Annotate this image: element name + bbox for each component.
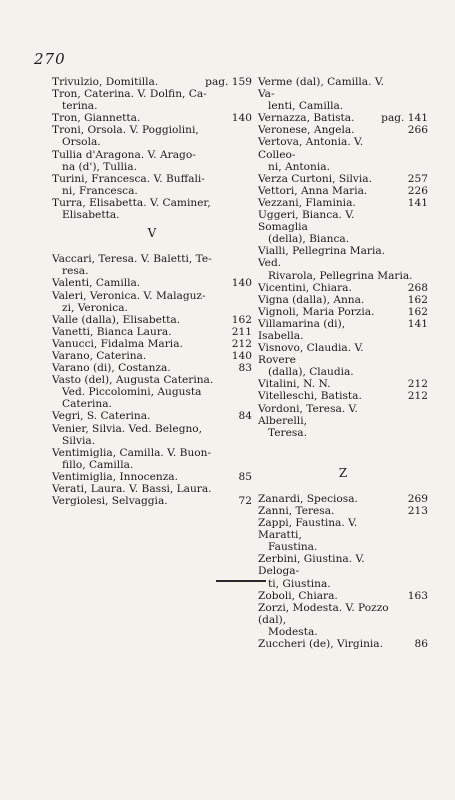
index-entry	[52, 410, 252, 422]
index-entry	[258, 390, 428, 402]
entry-continuation: Ved. Piccolomini, Augusta	[62, 386, 202, 399]
entry-name: Venier, Silvia. Ved. Belegno,	[52, 422, 203, 435]
entry-continuation: Rivarola, Pellegrina Maria.	[268, 269, 413, 282]
index-entry	[258, 76, 428, 112]
index-entry	[52, 173, 252, 197]
entry-page-ref: 163	[407, 589, 428, 602]
entry-name: Verati, Laura. V. Bassi, Laura.	[52, 483, 212, 495]
entry-name: Vernazza, Batista.	[258, 112, 355, 125]
entry-page-ref: 141	[407, 196, 428, 209]
entry-name: Vegri, S. Caterina.	[52, 410, 151, 423]
entry-continuation: Faustina.	[268, 541, 318, 554]
index-entry	[52, 326, 252, 338]
entry-name: Valle (dalla), Elisabetta.	[52, 313, 181, 326]
entry-page-ref: 140	[231, 112, 252, 125]
entry-name: Zorzi, Modesta. V. Pozzo (dal),	[258, 601, 389, 626]
entry-name: Villamarina (di), Isabella.	[258, 317, 346, 342]
entry-name: Varano, Caterina.	[52, 349, 147, 362]
index-entry	[52, 374, 252, 410]
entry-continuation: Caterina.	[62, 398, 112, 411]
entry-name: Vialli, Pellegrina Maria. Ved.	[258, 245, 386, 270]
index-entry	[258, 136, 428, 172]
entry-name: Vitalini, N. N.	[258, 378, 331, 391]
entry-name: Vanucci, Fidalma Maria.	[52, 337, 183, 350]
entry-name: Vettori, Anna Maria.	[258, 184, 368, 197]
entry-page-ref: 257	[407, 172, 428, 185]
index-entry	[52, 314, 252, 326]
entry-name: Tron, Giannetta.	[52, 112, 141, 125]
entry-continuation: (dalla), Claudia.	[268, 366, 354, 379]
index-entry	[52, 483, 252, 495]
entry-continuation: lenti, Camilla.	[268, 100, 344, 113]
left-entries-group1	[52, 76, 252, 221]
entry-name: Tullia d'Aragona. V. Arago-	[52, 148, 196, 161]
entry-name: Vasto (del), Augusta Caterina.	[52, 374, 214, 387]
index-entry	[258, 590, 428, 602]
index-entry	[258, 403, 428, 439]
entry-name: Vitelleschi, Batista.	[258, 390, 362, 403]
entry-page-ref: 266	[407, 124, 428, 137]
entry-continuation: na (d'), Tullia.	[62, 160, 137, 173]
entry-page-ref: 213	[407, 505, 428, 517]
entry-continuation: (della), Bianca.	[268, 233, 350, 246]
closing-rule	[216, 580, 266, 582]
index-entry	[258, 245, 428, 281]
index-entry	[258, 505, 428, 517]
entry-name: Vezzani, Flaminia.	[258, 196, 356, 209]
entry-name: Vertova, Antonia. V. Colleo-	[258, 136, 364, 161]
entry-page-ref: 162	[231, 313, 252, 326]
index-entry	[52, 124, 252, 148]
entry-page-ref: 212	[407, 390, 428, 403]
entry-page-ref: 84	[238, 410, 252, 423]
entry-continuation: Modesta.	[268, 625, 318, 638]
index-entry	[258, 197, 428, 209]
entry-name: Verme (dal), Camilla. V. Va-	[258, 76, 385, 101]
index-entry	[258, 493, 428, 505]
entry-name: Visnovo, Claudia. V. Rovere	[258, 342, 364, 367]
left-column	[52, 76, 252, 507]
entry-name: Ventimiglia, Innocenza.	[52, 470, 178, 483]
page-number: 270	[34, 50, 66, 68]
entry-page-ref: 269	[407, 492, 428, 505]
index-entry	[258, 602, 428, 638]
index-entry	[52, 88, 252, 112]
entry-page-ref: 212	[407, 378, 428, 391]
index-entry	[52, 495, 252, 507]
entry-page-ref: 140	[231, 277, 252, 290]
entry-continuation: ti, Giustina.	[268, 577, 331, 590]
index-entry	[52, 290, 252, 314]
entry-page-ref: 141	[407, 317, 428, 330]
entry-continuation: ni, Antonia.	[268, 160, 330, 173]
entry-name: Verza Curtoni, Silvia.	[258, 172, 372, 185]
entry-continuation: Elisabetta.	[62, 209, 120, 222]
entry-page-ref: 226	[407, 184, 428, 197]
entry-name: Turini, Francesca. V. Buffali-	[52, 172, 205, 185]
entry-name: Zappi, Faustina. V. Maratti,	[258, 517, 358, 542]
index-entry	[258, 209, 428, 245]
entry-name: Turra, Elisabetta. V. Caminer,	[52, 196, 211, 209]
entry-name: Valeri, Veronica. V. Malaguz-	[52, 289, 206, 302]
entry-name: Trivulzio, Domitilla.	[52, 76, 159, 88]
index-entry	[52, 471, 252, 483]
entry-page-ref: 162	[407, 293, 428, 306]
index-entry	[258, 306, 428, 318]
right-column	[258, 76, 428, 650]
index-entry	[258, 112, 428, 124]
entry-continuation: zi, Veronica.	[62, 301, 128, 314]
index-entry	[258, 318, 428, 342]
index-entry	[52, 277, 252, 289]
index-entry	[258, 124, 428, 136]
entry-name: Zanardi, Speciosa.	[258, 492, 358, 505]
section-letter-v: V	[147, 226, 157, 241]
index-entry	[258, 517, 428, 553]
entry-name: Vergiolesi, Selvaggia.	[52, 495, 168, 508]
entry-page-ref: 83	[238, 362, 252, 375]
index-entry	[258, 282, 428, 294]
index-entry	[52, 423, 252, 447]
entry-page-ref: 140	[231, 349, 252, 362]
entry-name: Veronese, Angela.	[258, 124, 355, 137]
index-entry	[258, 294, 428, 306]
entry-continuation: resa.	[62, 265, 89, 278]
entry-name: Varano (di), Costanza.	[52, 362, 171, 375]
entry-continuation: Teresa.	[268, 426, 307, 439]
index-entry	[258, 342, 428, 378]
index-entry	[52, 112, 252, 124]
index-entry	[258, 185, 428, 197]
index-entry	[52, 350, 252, 362]
entry-continuation: fillo, Camilla.	[62, 458, 134, 471]
index-entry	[52, 338, 252, 350]
entry-name: Vordoni, Teresa. V. Alberelli,	[258, 402, 358, 427]
index-entry	[52, 197, 252, 221]
entry-page-ref: 86	[414, 638, 428, 651]
entry-name: Tron, Caterina. V. Dolfin, Ca-	[52, 88, 207, 101]
index-entry	[52, 447, 252, 471]
right-entries-group2	[258, 493, 428, 650]
right-entries-group1	[258, 76, 428, 439]
entry-page-ref: 211	[231, 325, 252, 338]
entry-page-ref: pag. 141	[381, 112, 428, 125]
entry-name: Vanetti, Bianca Laura.	[52, 325, 172, 338]
entry-continuation: Orsola.	[62, 136, 101, 149]
index-entry	[52, 76, 252, 88]
entry-name: Zuccheri (de), Virginia.	[258, 638, 383, 651]
entry-name: Vicentini, Chiara.	[258, 281, 352, 294]
entry-name: Troni, Orsola. V. Poggiolini,	[52, 124, 199, 137]
entry-name: Vigna (dalla), Anna.	[258, 293, 365, 306]
entry-name: Uggeri, Bianca. V. Somaglia	[258, 209, 355, 234]
entry-page-ref: 162	[407, 305, 428, 318]
entry-page-ref: 85	[238, 470, 252, 483]
index-entry	[258, 553, 428, 589]
entry-name: Zerbini, Giustina. V. Deloga-	[258, 553, 365, 578]
entry-continuation: ni, Francesca.	[62, 184, 138, 197]
entry-name: Vaccari, Teresa. V. Baletti, Te-	[52, 253, 212, 266]
entry-continuation: terina.	[62, 100, 98, 113]
index-entry	[52, 149, 252, 173]
index-entry	[52, 253, 252, 277]
entry-page-ref: pag. 159	[205, 76, 252, 88]
entry-continuation: Silvia.	[62, 434, 96, 447]
entry-name: Valenti, Camilla.	[52, 277, 141, 290]
entry-name: Ventimiglia, Camilla. V. Buon-	[52, 446, 212, 459]
entry-name: Vignoli, Maria Porzia.	[258, 305, 375, 318]
index-entry	[258, 173, 428, 185]
left-entries-group2	[52, 253, 252, 507]
index-entry	[52, 362, 252, 374]
entry-page-ref: 268	[407, 281, 428, 294]
entry-name: Zoboli, Chiara.	[258, 589, 338, 602]
entry-page-ref: 72	[238, 495, 252, 508]
index-entry	[258, 378, 428, 390]
section-letter-z: Z	[338, 465, 348, 480]
entry-page-ref: 212	[231, 337, 252, 350]
index-entry	[258, 638, 428, 650]
entry-name: Zanni, Teresa.	[258, 505, 335, 517]
